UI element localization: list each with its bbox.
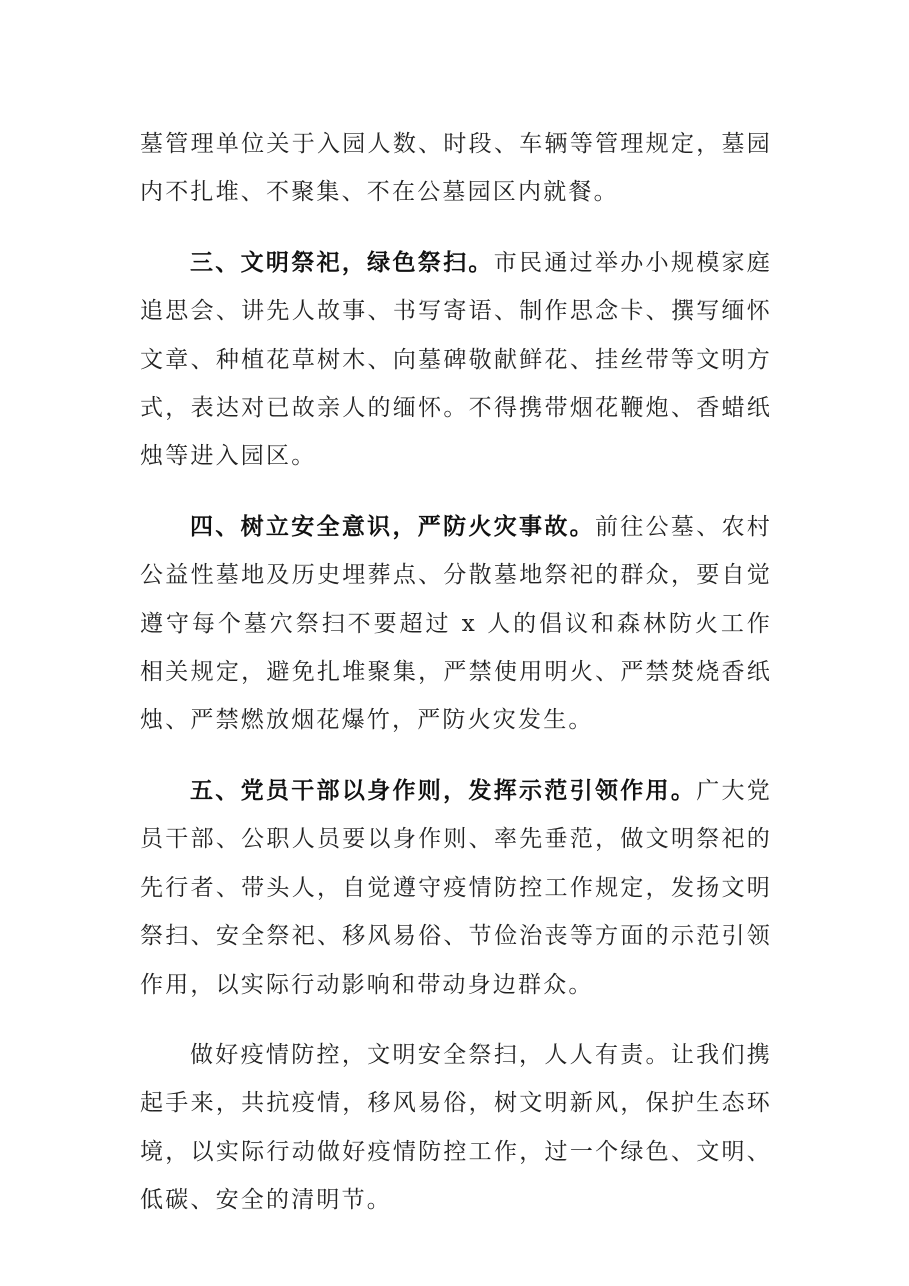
paragraph-text: 做好疫情防控，文明安全祭扫，人人有责。让我们携起手来，共抗疫情，移风易俗，树文明新风，保护生态环境，以实际行动做好疫情防控工作，过一个绿色、文明、低碳、安全的清明节。 — [140, 1041, 772, 1214]
paragraph-gap — [140, 481, 772, 503]
paragraph-section-3 — [140, 239, 772, 481]
paragraph-text: 墓管理单位关于入园人数、时段、车辆等管理规定，墓园内不扎堆、不聚集、不在公墓园区内就餐。 — [140, 131, 772, 206]
paragraph-gap — [140, 745, 772, 767]
paragraph-text: 广大党员干部、公职人员要以身作则、率先垂范，做文明祭祀的先行者、带头人，自觉遵守疫情防控工作规定，发扬文明祭扫、安全祭祀、移风易俗、节俭治丧等方面的示范引领作用，以实际行动影响和带动身边群众。 — [140, 777, 773, 998]
section-heading: 五、党员干部以身作则，发挥示范引领作用。 — [190, 776, 697, 804]
paragraph-continuation — [140, 120, 772, 217]
section-heading: 三、文明祭祀，绿色祭扫。 — [190, 248, 494, 276]
paragraph-section-5 — [140, 767, 772, 1009]
paragraph-text: 市民通过举办小规模家庭追思会、讲先人故事、书写寄语、制作思念卡、撰写缅怀文章、种植花草树木、向墓碑敬献鲜花、挂丝带等文明方式，表达对已故亲人的缅怀。不得携带烟花鞭炮、香蜡纸烛等进入园区。 — [140, 249, 773, 470]
paragraph-gap — [140, 1009, 772, 1031]
document-body — [140, 120, 772, 1225]
paragraph-closing — [140, 1031, 772, 1225]
section-heading: 四、树立安全意识，严防火灾事故。 — [190, 512, 595, 540]
paragraph-section-4 — [140, 503, 772, 745]
paragraph-gap — [140, 217, 772, 239]
paragraph-text: 前往公墓、农村公益性墓地及历史埋葬点、分散墓地祭祀的群众，要自觉遵守每个墓穴祭扫不要超过 x 人的倡议和森林防火工作相关规定，避免扎堆聚集，严禁使用明火、严禁焚烧香纸烛、严禁燃放烟花爆竹，严防火灾发生。 — [140, 513, 773, 734]
